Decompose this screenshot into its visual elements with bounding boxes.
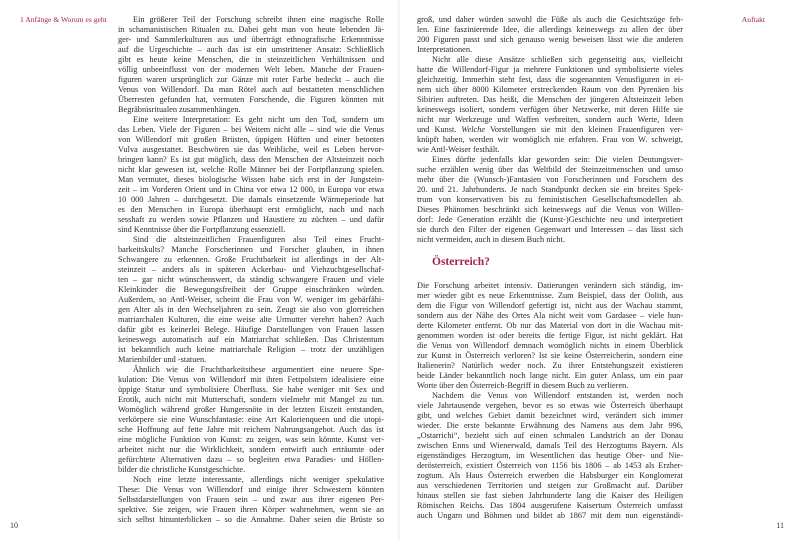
text-line: Schwangere zu erkennen. Große Fruchtbarkeit ist allerdings in der Alt- [118,255,384,264]
text-line: verkörpere sie eine Wunschfantasie: eine Art Kalorienqueen und die utopi- [118,415,384,424]
text-line: Erotik, auch nicht mit Mutterschaft, sondern vielmehr mit Mangel zu tun. [118,395,384,404]
emphasized-word: Welche [461,125,486,134]
text-line: in schamanistischen Ritualen zu. Dabei geht man von heute lebenden Jä- [118,25,384,34]
text-line: nicht klar gewesen ist, welche Rolle Männer bei der Fortpflanzung spielen. [118,165,384,174]
text-line: keineswegs isoliert, sondern verfügen über Netzwerke, mit deren Hilfe sie [417,105,683,114]
text-line: dafür gibt es keinerlei Belege. Häufige Darstellungen von Frauen lassen [118,325,384,334]
text-line: gen Alter als in den Wechseljahren zu sein. Zeugt sie also von glorreichen [118,305,384,314]
text-line: nicht vermeiden, auch in diesem Buch nicht. [417,235,565,244]
text-line: auf die Urgeschichte – auch das ist ein umstrittener Ansatz: Schließlich [118,45,384,54]
text-line: derösterreich, existiert Österreich von 1156 bis 1806 – ab 1453 als Erzher- [417,461,683,470]
text-line: die Venus von Willendorf demnach womöglich nichts in einem Überblick [417,341,683,350]
text-line: Dieses Phänomen beschränkt sich keineswegs auf die Venus von Willen- [417,205,683,214]
paragraph [118,15,384,115]
text-line: len. Eine faszinierende Idee, die allerdings keineswegs zu allen der über [417,25,683,34]
text-line: Eines dürfte jedenfalls klar geworden sein: Die vielen Deutungsver- [432,155,683,164]
text-line: üppige Statur und symbolisiere Überfluss. Sie habe weniger mit Sex und [118,385,384,394]
text-line: mehr über die (Wunsch-)Fantasien von Forscherinnen und Forschern des [417,175,683,184]
text-line: bringen kann? Es ist gut möglich, dass den Menschen der Altsteinzeit noch [118,155,384,164]
text-line: bilder die christliche Kunstgeschichte. [118,465,246,474]
text-line: steinzeit – anders als in späteren Ackerbau- und Viehzuchtgesellschaf- [118,265,384,274]
text-line: spektive. Sie zeigen, wie Frauen ihren Körper wahrnehmen, wenn sie an [118,505,384,514]
text-line: das Leben. Viele der Figuren – bei Weitem nicht alle – sind wie die Venus [118,125,384,134]
text-line: dem die Figur von Willendorf gefertigt ist, nicht aus der Wachau stammt, [417,301,683,310]
text-line: zeit – im Vorderen Orient und in China vor etwa 12 000, in Europa vor etwa [118,185,384,194]
text-line: Selbstdarstellungen von Frauen sein – und zwar aus ihrer eigenen Per- [118,495,384,504]
text-line: Nicht alle diese Ansätze schließen sich gegenseitig aus, vielleicht [432,55,683,64]
text-line [417,125,683,135]
text-line: derte Kilometer entfernt. Ob nur das Material von dort in die Wachau mit- [417,321,683,330]
text-line: gefürchtete Alternativen dazu – so begleiten etwa Paradies- und Höllen- [118,455,384,464]
text-line: beide Länder bekanntlich noch lange nicht. Ein guter Anlass, um ein paar [417,371,683,380]
text-line: wie Antl-Weiser festhält. [417,145,500,154]
text-line: hatte die Willendorf-Figur ja mehrere Funktionen und symbolisierte vieles [417,65,683,74]
text-line: Eine weitere Interpretation: Es geht nicht um den Tod, sondern um [133,115,384,124]
paragraph [417,55,683,155]
text-line: ten – gar nicht wünschenswert, da ständig schwangere Frauen und viele [118,275,384,284]
text-line: Nachdem die Venus von Willendorf entstanden ist, werden noch [432,391,683,400]
text-before-heading [417,15,683,245]
text-line: Sibirien auftreten. Das heißt, die Menschen der jüngeren Altsteinzeit leben [417,95,683,104]
text-line: Noch eine letzte interessante, allerdings nicht weniger spekulative [133,475,384,484]
text-line: zwischen Enns und Wienerwald, damals Teil des Herzogtums Bayern. Als [417,441,683,450]
text-line: hinaus stellen sie fast sieben Jahrhunderte lang die Kaiser des Heiligen [417,491,683,500]
text-line: Außerdem, so Antl-Weiser, scheint die Frau von W. weniger im gebärfähi- [118,295,384,304]
text-line: barkeitskults? Manche Forscherinnen und Forscher glauben, in ihnen [118,245,384,254]
text-line: kulation: Die Venus von Willendorf mit ihren Fettpolstern idealisiere eine [118,375,384,384]
text-line: aus verschiedenen Territorien und steigen zur Großmacht auf. Darüber [417,481,683,490]
text-line: trum von konservativen bis zu feministischen Gesellschaftsmodellen ab. [417,195,683,204]
text-line: sesshaft zu werden sowie Pflanzen und Haustiere zu züchten – und dafür [118,215,384,224]
running-head-section: Auftakt [741,15,765,24]
text-line: sondern aus der Nähe des Ortes Ala nicht weit vom Gardasee – viele hun- [417,311,683,320]
paragraph [417,391,683,521]
text-line: 200 Figuren passt und sich genauso wenig beweisen lässt wie die anderen [417,35,683,44]
text-line: sich selbst hinunterblicken – so die Annahme. Daher seien die Brüste so [118,515,384,524]
text-line: gleichzeitig. Immerhin steht fest, dass die sogenannten Venusfiguren in ei- [417,75,683,84]
paragraph [118,475,384,525]
text-segment: und Kunst. [417,125,462,134]
text-line: es den Menschen in Europa überhaupt erst ermöglicht, nach und nach [118,205,384,214]
text-line: Römischen Reichs. Das 1804 ausgerufene Kaisertum Österreich umfasst [417,501,683,510]
text-line: knüpft haben, werden wir womöglich nie erfahren. Frau von W. schweigt, [417,135,683,144]
text-after-heading [417,281,683,521]
text-line: Italienerin? Natürlich weder noch. Zu ihrer Entstehungszeit existieren [417,361,683,370]
text-line: Venus von Willendorf. Da man Rötel auch auf bestatteten menschlichen [118,85,384,94]
text-line: völlig unbeeinflusst von der modernen Welt leben. Manche der Frauen- [118,65,384,74]
text-line: von Willendorf mit großen Brüsten, üppigen Hüften und einer betonten [118,135,384,144]
paragraph [118,365,384,475]
text-line: These: Die Venus von Willendorf und einige ihrer Schwestern könnten [118,485,384,494]
paragraph [417,155,683,245]
text-line: nem sich über 8000 Kilometer erstreckenden Raum von den Pyrenäen bis [417,85,683,94]
text-line: Man vermutet, dieses biologische Wissen habe sich erst in der Jungstein- [118,175,384,184]
text-line: arbeitet nicht nur die Wirklichkeit, sondern entwirft auch erträumte oder [118,445,384,454]
text-line: Die Forschung arbeitet intensiv. Datierungen verändern sich ständig, im- [417,281,683,290]
body-text-column [417,15,683,521]
text-segment: Vorstellungen sie mit den kleinen Frauenfiguren ver- [485,125,683,134]
text-line: Vulva ausgestattet. Beschwören sie das Weibliche, weil es Leben hervor- [118,145,384,154]
text-line: Interpretationen. [417,45,473,54]
text-line: genommen worden ist oder bereits die fertige Figur, ist nicht geklärt. Hat [417,331,683,340]
text-line: eine mögliche Funktion von Kunst: zu zeigen, was sein könnte. Kunst ver- [118,435,384,444]
text-line: sche Hoffnung auf fette Jahre mit reichem Nahrungsangebot. Auch das ist [118,425,384,434]
text-line: 10 000 Jahren – durchgesetzt. Die damals einsetzende Wärmeperiode hat [118,195,384,204]
text-line: Worte über den Österreich-Begriff in diesem Buch zu verlieren. [417,381,629,390]
text-line: ger- und Sammlerkulturen aus und überträgt ethnografische Erkenntnisse [118,35,384,44]
text-line: 20. und 21. Jahrhunderts. Je nach Standpunkt decken sie ein breites Spek- [417,185,683,194]
text-line: nicht nur Werkzeuge und Waffen verbreiten, sondern auch Werte, Ideen [417,115,683,124]
text-line: eigenständiges Herzogtum, im Wesentlichen das heutige Ober- und Nie- [417,451,683,460]
text-line: gibt es heute keine Menschen, die in steinzeitlichen Verhältnissen und [118,55,384,64]
text-line: sind Kenntnisse über die Fortpflanzung essenziell. [118,225,286,234]
paragraph [417,15,683,55]
text-line: wieder. Die erste bekannte Erwähnung des Namens aus dem Jahr 996, [417,421,683,430]
running-head-chapter: 1 Anfänge & Worum es geht [20,15,107,24]
text-line: dorf: Jede Generation erzählt die (Kunst-)Geschichte neu und interpretiert [417,215,683,224]
text-line: Ein größerer Teil der Forschung schreibt ihnen eine magische Rolle [133,15,384,24]
text-line: „Ostarrichi“, bezieht sich auf einen schmalen Landstrich an der Donau [417,431,683,440]
text-line: Überresten gefunden hat, vermuten Forschende, die Figuren könnten mit [118,95,384,104]
text-line: zogtum. Als Haus Österreich erwerben die Habsburger ein Konglomerat [417,471,683,480]
text-line: matriarchalen Kulturen, die eine weise alte Urmutter verehrt haben? Auch [118,315,384,324]
body-text-column [118,15,384,525]
text-line: Womöglich während großer Hungersnöte in der letzten Eiszeit entstanden, [118,405,384,414]
page-number: 10 [10,521,18,530]
text-line: sie durch den Filter der eigenen Gegenwart und Interessen – das lässt sich [417,225,683,234]
text-line: Ähnlich wie die Fruchtbarkeitsthese argumentiert eine neuere Spe- [133,365,384,374]
paragraph [118,115,384,235]
text-line: mer wieder gibt es neue Erkenntnisse. Zum Beispiel, dass der Oolith, aus [417,291,683,300]
text-line: Begräbnisritualen zusammenhängen. [118,105,241,114]
text-line: suche erzählen wenig über das Weltbild der Steinzeitmenschen und umso [417,165,683,174]
text-line: keineswegs automatisch auf ein Matriarchat schließen. Das Christentum [118,335,384,344]
paragraph [118,235,384,365]
text-line: Kleinkinder die Bewegungsfreiheit der Gruppe einschränken würden. [118,285,384,294]
text-line: Marienbilder und -statuen. [118,355,207,364]
right-page [400,0,800,540]
page-number: 11 [776,521,784,530]
section-heading: Österreich? [432,256,490,268]
paragraph [417,281,683,391]
text-line: Sind die altsteinzeitlichen Frauenfiguren also Teil eines Frucht- [133,235,384,244]
text-line: figuren waren ursprünglich zur Gänze mit roter Farbe bedeckt – auch die [118,75,384,84]
text-line: auch Ungarn und Böhmen und bildet ab 1867 mit dem nun eigenständi- [417,511,683,520]
text-line: zur Kunst in Österreich verloren? Ist sie keine Österreicherin, sondern eine [417,351,683,360]
text-line: ist bekanntlich auch keine matriarchale Religion – trotz der unzähligen [118,345,384,354]
text-line: viele Jahrtausende vergehen, bevor es so etwas wie Österreich überhaupt [417,401,683,410]
text-line: gibt, und welches Gebiet damit bezeichnet wird, verändert sich immer [417,411,683,420]
text-line: groß, und daher würden sowohl die Füße als auch die Gesichtszüge feh- [417,15,683,24]
